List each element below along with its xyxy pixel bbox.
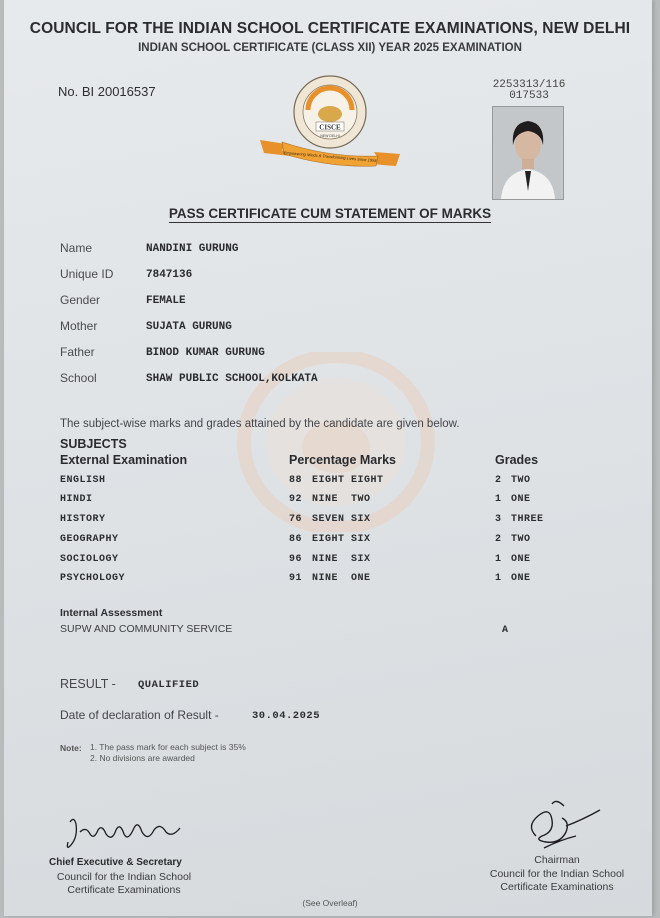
subject-grade: 3 — [495, 514, 502, 525]
chairman-title: Chairman — [534, 854, 580, 866]
subject-name: ENGLISH — [60, 475, 106, 486]
father-value: BINOD KUMAR GURUNG — [146, 347, 265, 359]
note-label: Note: — [60, 743, 82, 753]
logo-text: CISCE — [319, 123, 341, 132]
subject-grade-words: ONE — [511, 554, 531, 565]
subject-name: PSYCHOLOGY — [60, 573, 126, 584]
subject-marks-words: EIGHT SIX — [312, 534, 371, 545]
subject-grade-words: ONE — [511, 494, 531, 505]
candidate-photo — [492, 106, 564, 200]
percentage-header: Percentage Marks — [289, 453, 397, 467]
unique-id-label: Unique ID — [60, 267, 114, 281]
cisce-logo — [256, 74, 404, 170]
internal-subject: SUPW AND COMMUNITY SERVICE — [60, 623, 233, 635]
school-value: SHAW PUBLIC SCHOOL,KOLKATA — [146, 373, 318, 385]
subject-name: HINDI — [60, 494, 93, 505]
declaration-label: Date of declaration of Result - — [60, 708, 219, 722]
chairman-signature — [516, 796, 606, 854]
subject-grade-words: TWO — [511, 534, 531, 545]
serial-line-1: 2253313/116 — [492, 79, 566, 91]
secretary-org-2: Certificate Examinations — [67, 884, 181, 896]
subject-marks-words: SEVEN SIX — [312, 514, 371, 525]
photo-silhouette — [493, 107, 563, 199]
marks-intro: The subject-wise marks and grades attained by the candidate are given below. — [60, 418, 460, 430]
subject-marks: 88 — [289, 475, 303, 486]
secretary-org-1: Council for the Indian School — [56, 871, 192, 883]
secretary-signature — [62, 812, 186, 852]
subject-marks: 96 — [289, 554, 303, 565]
certificate-title-text: PASS CERTIFICATE CUM STATEMENT OF MARKS — [168, 206, 492, 221]
gender-value: FEMALE — [146, 295, 186, 307]
subject-marks-words: EIGHT EIGHT — [312, 475, 384, 486]
school-label: School — [60, 371, 97, 385]
subject-grade-words: ONE — [511, 573, 531, 584]
exam-heading: INDIAN SCHOOL CERTIFICATE (CLASS XII) YEAR 2025 EXAMINATION — [138, 42, 522, 54]
council-heading: COUNCIL FOR THE INDIAN SCHOOL CERTIFICATE EXAMINATIONS, NEW DELHI — [29, 20, 631, 37]
external-exam-header: External Examination — [60, 453, 188, 467]
name-value: NANDINI GURUNG — [146, 243, 239, 255]
subject-grade: 1 — [495, 494, 502, 505]
unique-id-value: 7847136 — [146, 269, 193, 281]
name-label: Name — [60, 241, 93, 255]
result-label: RESULT - — [60, 677, 116, 691]
declaration-date: 30.04.2025 — [252, 710, 321, 722]
result-value: QUALIFIED — [138, 679, 200, 691]
gender-label: Gender — [60, 293, 101, 307]
logo-ribbon-text: Empowering Minds & Transforming Lives since 1958 — [283, 149, 377, 164]
grades-header: Grades — [495, 453, 539, 467]
secretary-title: Chief Executive & Secretary — [49, 857, 182, 868]
subject-marks-words: NINE ONE — [312, 573, 371, 584]
subject-marks: 92 — [289, 494, 303, 505]
chairman-org-1: Council for the Indian School — [489, 868, 625, 880]
subject-name: SOCIOLOGY — [60, 554, 119, 565]
internal-grade: A — [502, 625, 509, 636]
subject-name: GEOGRAPHY — [60, 534, 119, 545]
see-overleaf: (See Overleaf) — [302, 898, 358, 908]
note-line-2: 2. No divisions are awarded — [90, 753, 195, 763]
father-label: Father — [60, 345, 95, 359]
subject-marks-words: NINE SIX — [312, 554, 371, 565]
mother-label: Mother — [60, 319, 98, 333]
subject-marks: 91 — [289, 573, 303, 584]
internal-assessment-heading: Internal Assessment — [60, 607, 163, 619]
note-line-1: 1. The pass mark for each subject is 35% — [90, 742, 246, 752]
certificate-title — [0, 206, 660, 221]
certificate-number: No. BI 20016537 — [58, 84, 156, 99]
logo-sub: NEW DELHI — [320, 134, 340, 138]
serial-line-2: 017533 — [509, 90, 549, 102]
mother-value: SUJATA GURUNG — [146, 321, 232, 333]
subject-grade: 1 — [495, 554, 502, 565]
serial-number — [484, 80, 574, 102]
subjects-header: SUBJECTS — [60, 437, 127, 451]
subject-marks-words: NINE TWO — [312, 494, 371, 505]
subject-grade-words: THREE — [511, 514, 544, 525]
subject-marks: 76 — [289, 514, 303, 525]
subject-grade: 1 — [495, 573, 502, 584]
subject-grade: 2 — [495, 475, 502, 486]
subject-grade: 2 — [495, 534, 502, 545]
subject-name: HISTORY — [60, 514, 106, 525]
chairman-org-2: Certificate Examinations — [500, 881, 614, 893]
subject-marks: 86 — [289, 534, 303, 545]
subject-grade-words: TWO — [511, 475, 531, 486]
